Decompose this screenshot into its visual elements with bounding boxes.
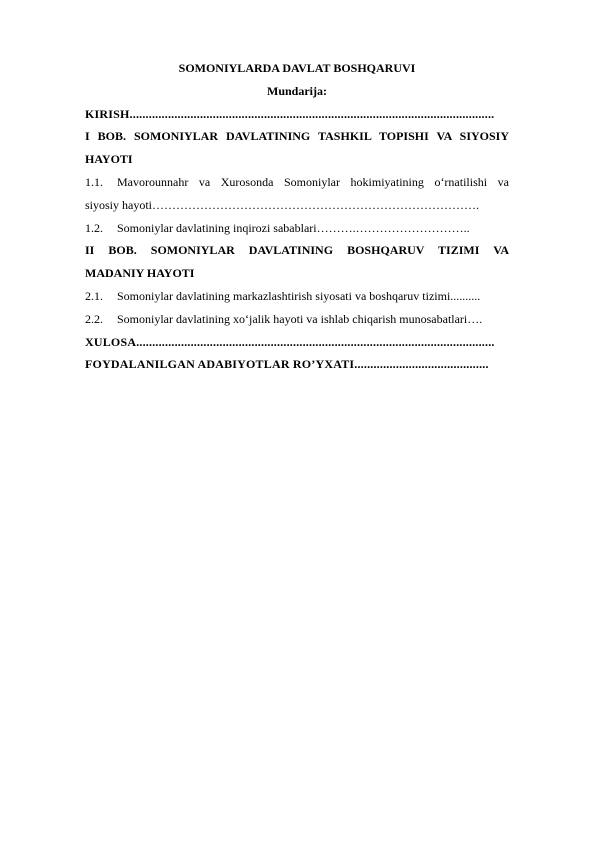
toc-entry-2-1 xyxy=(85,285,509,308)
toc-entry-number: 2.2. xyxy=(85,311,103,326)
toc-entry-text: Mavorounnahr va Xurosonda Somoniylar hokimiyatining o‘rnatilishi va xyxy=(117,174,509,189)
toc-entry-text: Somoniylar davlatining inqirozi sabablari……….……………………….. xyxy=(117,220,470,235)
toc-entry-1-1-continued: siyosiy hayoti………………………………………………………………………. xyxy=(85,197,480,212)
toc-entry-references: FOYDALANILGAN ADABIYOTLAR RO’YXATI.......................................... xyxy=(85,357,489,372)
toc-entry-text: Somoniylar davlatining markazlashtirish siyosati va boshqaruv tizimi.......... xyxy=(117,288,481,303)
toc-chapter1-line1: I BOB. SOMONIYLAR DAVLATINING TASHKIL TOPISHI VA SIYOSIY xyxy=(85,129,509,144)
toc-content xyxy=(85,57,509,376)
toc-entry-1-2 xyxy=(85,217,509,240)
toc-heading: Mundarija: xyxy=(267,83,327,98)
toc-entry-number: 1.1. xyxy=(85,174,103,189)
toc-chapter2-line1: II BOB. SOMONIYLAR DAVLATINING BOSHQARUV TIZIMI VA xyxy=(85,243,509,258)
toc-entry-intro: KIRISH.................................................................................................................. xyxy=(85,106,495,121)
toc-entry-text: Somoniylar davlatining xo‘jalik hayoti va ishlab chiqarish munosabatlari…. xyxy=(117,311,483,326)
toc-chapter2-line2: MADANIY HAYOTI xyxy=(85,266,195,281)
toc-entry-number: 2.1. xyxy=(85,288,103,303)
toc-entry-2-2 xyxy=(85,308,509,331)
toc-entry-number: 1.2. xyxy=(85,220,103,235)
toc-entry-1-1 xyxy=(85,171,509,194)
toc-entry-conclusion: XULOSA................................................................................................................ xyxy=(85,334,495,349)
toc-chapter1-line2: HAYOTI xyxy=(85,152,133,167)
document-title: SOMONIYLARDA DAVLAT BOSHQARUVI xyxy=(178,61,416,75)
